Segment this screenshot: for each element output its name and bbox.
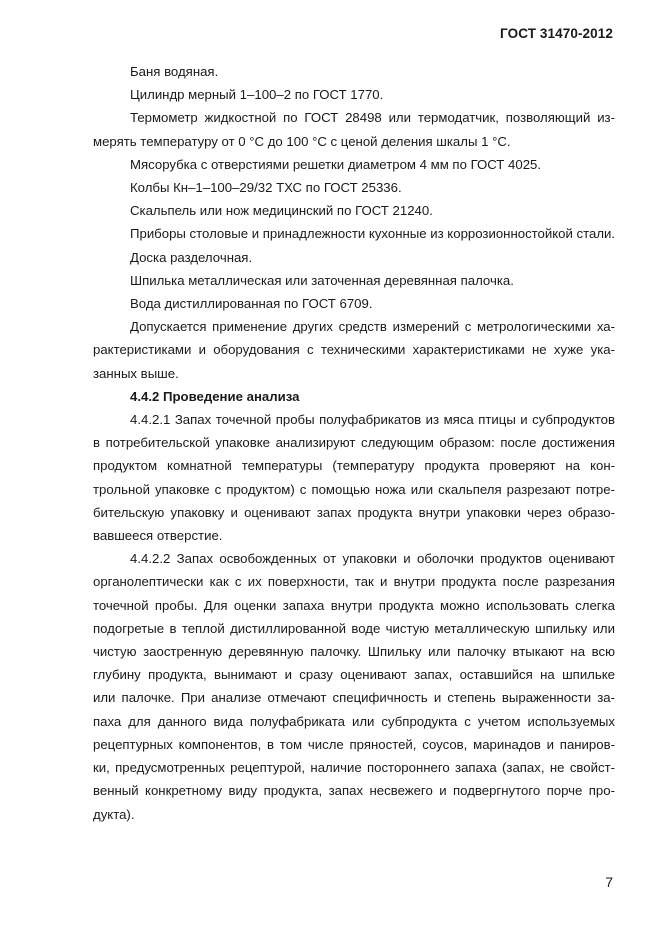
item-thermometer	[93, 106, 615, 152]
para1-line-5: бительскую упаковку и оценивают запах продукта внутри упаковки через образо-	[93, 504, 615, 520]
para2-line-12: дукта).	[93, 806, 135, 822]
item-distilled-water: Вода дистиллированная по ГОСТ 6709.	[130, 296, 373, 312]
allowed-paragraph	[93, 315, 615, 385]
para2-line-6: глубину продукта, вынимают и сразу оценивают запах, оставшийся на шпильке	[93, 667, 615, 683]
para1-line-6: вавшееся отверстие.	[93, 528, 223, 544]
para1-line-1: 4.4.2.1 Запах точечной пробы полуфабрикатов из мяса птицы и субпродуктов	[130, 412, 615, 428]
page-number: 7	[605, 874, 613, 890]
item-scalpel: Скальпель или нож медицинский по ГОСТ 21240.	[130, 203, 433, 219]
item-flasks: Колбы Кн–1–100–29/32 ТХС по ГОСТ 25336.	[130, 180, 402, 196]
item-water-bath: Баня водяная.	[130, 64, 219, 79]
para2-line-9: рецептурных компонентов, в том числе пряностей, соусов, маринадов и паниров-	[93, 736, 615, 752]
paragraph-4-4-2-2	[93, 547, 615, 825]
item-measuring-cylinder: Цилиндр мерный 1–100–2 по ГОСТ 1770.	[130, 87, 384, 103]
item-meat-grinder: Мясорубка с отверстиями решетки диаметром 4 мм по ГОСТ 4025.	[130, 156, 542, 172]
para2-line-7: или палочке. При анализе отмечают специфичность и степень выраженности за-	[93, 690, 615, 706]
document-standard-id: ГОСТ 31470-2012	[500, 26, 613, 41]
para2-line-11: венный конкретному виду продукта, запах несвежего и подвергнутого порче про-	[93, 783, 615, 799]
para2-line-2: органолептически как с их поверхности, так и внутри продукта после разрезания	[93, 574, 615, 590]
document-body	[93, 60, 615, 826]
allowed-line-1: Допускается применение других средств измерений с метрологическими ха-	[130, 319, 615, 335]
paragraph-4-4-2-1	[93, 408, 615, 547]
para2-line-1: 4.4.2.2 Запах освобожденных от упаковки и оболочки продуктов оценивают	[130, 551, 615, 567]
para1-line-3: продуктом комнатной температуры (температуру продукта проверяют на кон-	[93, 458, 615, 474]
para2-line-10: ки, предусмотренных рецептурой, наличие постороннего запаха (запах, не свойст-	[93, 760, 615, 776]
para2-line-8: паха для данного вида полуфабриката или субпродукта с учетом используемых	[93, 713, 615, 729]
thermometer-line-1: Термометр жидкостной по ГОСТ 28498 или термодатчик, позволяющий из-	[130, 110, 615, 126]
item-stick: Шпилька металлическая или заточенная деревянная палочка.	[130, 272, 514, 288]
para2-line-4: подогретые в теплой дистиллированной воде чистую металлическую шпильку или	[93, 620, 615, 636]
item-cutlery: Приборы столовые и принадлежности кухонные из коррозионностойкой стали.	[130, 226, 616, 242]
thermometer-line-2: мерять температуру от 0 °С до 100 °С с ценой деления шкалы 1 °С.	[93, 133, 511, 149]
section-heading: 4.4.2 Проведение анализа	[130, 388, 300, 404]
para1-line-2: в потребительской упаковке анализируют следующим образом: после достижения	[93, 435, 615, 451]
allowed-line-3: занных выше.	[93, 365, 179, 381]
allowed-line-2: рактеристиками и оборудования с техническими характеристиками не хуже ука-	[93, 342, 615, 358]
para1-line-4: трольной упаковке с продуктом) с помощью ножа или скальпеля разрезают потре-	[93, 481, 615, 497]
item-cutting-board: Доска разделочная.	[130, 249, 253, 265]
para2-line-5: чистую заостренную деревянную палочку. Шпильку или палочку втыкают на всю	[93, 644, 615, 660]
para2-line-3: точечной пробы. Для оценки запаха внутри продукта можно использовать слегка	[93, 597, 615, 613]
